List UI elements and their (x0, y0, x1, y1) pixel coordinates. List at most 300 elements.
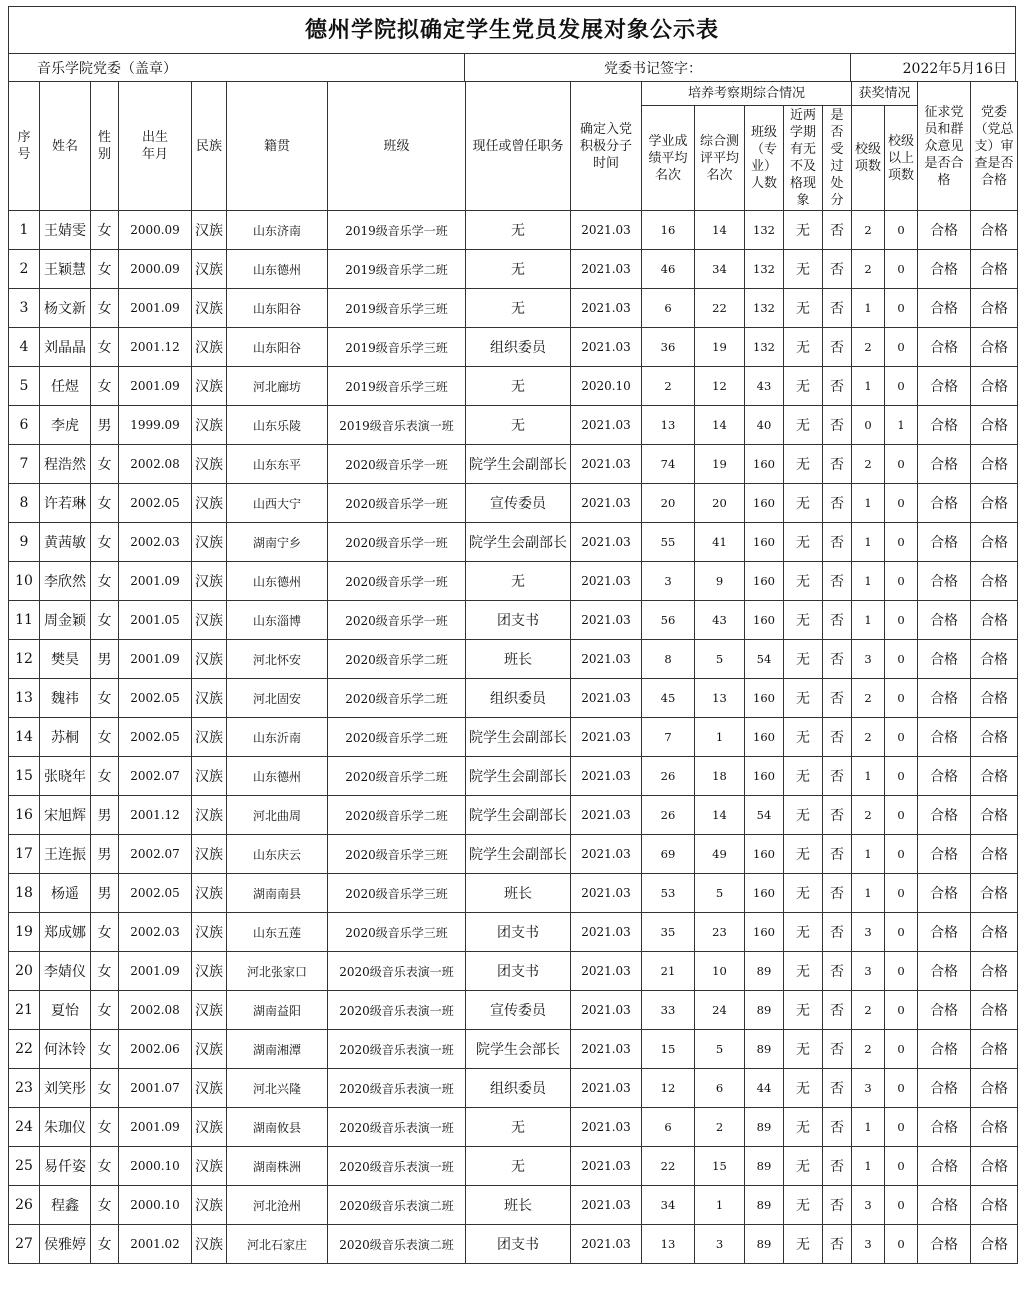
cell-ethnicity: 汉族 (192, 445, 227, 484)
cell-seq: 7 (9, 445, 40, 484)
cell-class-size: 160 (745, 484, 784, 523)
cell-name: 程浩然 (40, 445, 91, 484)
cell-fail-record: 无 (784, 562, 823, 601)
cell-name: 樊昊 (40, 640, 91, 679)
table-row (9, 757, 1018, 796)
cell-class-size: 89 (745, 1108, 784, 1147)
cell-fail-record: 无 (784, 1069, 823, 1108)
cell-punished: 否 (823, 601, 852, 640)
cell-school-awards: 2 (852, 796, 885, 835)
cell-fail-record: 无 (784, 874, 823, 913)
cell-punished: 否 (823, 913, 852, 952)
cell-fail-record: 无 (784, 991, 823, 1030)
cell-class: 2020级音乐学一班 (328, 601, 466, 640)
table-row (9, 523, 1018, 562)
cell-origin: 山东德州 (227, 757, 328, 796)
header-seq: 序号 (9, 82, 40, 211)
cell-activist-time: 2021.03 (571, 445, 642, 484)
cell-school-awards: 2 (852, 250, 885, 289)
cell-overall-rank: 5 (695, 640, 745, 679)
header-awards-group: 获奖情况 (852, 82, 918, 106)
header-training-group: 培养考察期综合情况 (642, 82, 852, 106)
cell-position: 无 (466, 1147, 571, 1186)
cell-opinion: 合格 (918, 757, 971, 796)
cell-class-size: 89 (745, 1186, 784, 1225)
cell-ethnicity: 汉族 (192, 991, 227, 1030)
cell-birth: 2002.08 (119, 991, 192, 1030)
cell-name: 李虎 (40, 406, 91, 445)
cell-punished: 否 (823, 367, 852, 406)
cell-activist-time: 2021.03 (571, 757, 642, 796)
cell-origin: 河北石家庄 (227, 1225, 328, 1264)
cell-gender: 女 (91, 601, 119, 640)
cell-class: 2020级音乐表演二班 (328, 1186, 466, 1225)
cell-position: 团支书 (466, 952, 571, 991)
cell-name: 张晓年 (40, 757, 91, 796)
cell-birth: 2002.08 (119, 445, 192, 484)
cell-punished: 否 (823, 1225, 852, 1264)
cell-ethnicity: 汉族 (192, 1186, 227, 1225)
table-row (9, 679, 1018, 718)
cell-overall-rank: 6 (695, 1069, 745, 1108)
cell-origin: 山东庆云 (227, 835, 328, 874)
cell-gender: 女 (91, 913, 119, 952)
cell-overall-rank: 14 (695, 406, 745, 445)
cell-class: 2020级音乐学三班 (328, 913, 466, 952)
cell-birth: 2001.12 (119, 328, 192, 367)
cell-above-school-awards: 0 (885, 1147, 918, 1186)
cell-name: 黄茜敏 (40, 523, 91, 562)
table-row (9, 835, 1018, 874)
cell-opinion: 合格 (918, 211, 971, 250)
cell-activist-time: 2021.03 (571, 484, 642, 523)
cell-punished: 否 (823, 757, 852, 796)
cell-academic-rank: 8 (642, 640, 695, 679)
cell-class-size: 160 (745, 718, 784, 757)
cell-gender: 女 (91, 1069, 119, 1108)
cell-gender: 女 (91, 445, 119, 484)
cell-school-awards: 1 (852, 835, 885, 874)
cell-ethnicity: 汉族 (192, 562, 227, 601)
cell-name: 王连振 (40, 835, 91, 874)
cell-overall-rank: 49 (695, 835, 745, 874)
cell-origin: 湖南益阳 (227, 991, 328, 1030)
cell-birth: 2000.09 (119, 211, 192, 250)
cell-origin: 湖南株洲 (227, 1147, 328, 1186)
cell-class-size: 160 (745, 913, 784, 952)
cell-opinion: 合格 (918, 250, 971, 289)
cell-fail-record: 无 (784, 1147, 823, 1186)
cell-gender: 男 (91, 406, 119, 445)
cell-position: 组织委员 (466, 328, 571, 367)
table-row (9, 250, 1018, 289)
header-ethnicity: 民族 (192, 82, 227, 211)
cell-academic-rank: 33 (642, 991, 695, 1030)
cell-ethnicity: 汉族 (192, 1225, 227, 1264)
cell-class: 2019级音乐学三班 (328, 328, 466, 367)
header-opinion: 征求党员和群众意见是否合格 (918, 82, 971, 211)
cell-ethnicity: 汉族 (192, 835, 227, 874)
cell-class: 2020级音乐学一班 (328, 523, 466, 562)
cell-above-school-awards: 0 (885, 640, 918, 679)
cell-overall-rank: 3 (695, 1225, 745, 1264)
cell-position: 无 (466, 1108, 571, 1147)
cell-name: 李婧仪 (40, 952, 91, 991)
cell-position: 无 (466, 211, 571, 250)
cell-position: 院学生会副部长 (466, 835, 571, 874)
cell-punished: 否 (823, 1147, 852, 1186)
cell-gender: 女 (91, 562, 119, 601)
cell-academic-rank: 16 (642, 211, 695, 250)
cell-position: 无 (466, 367, 571, 406)
cell-name: 周金颖 (40, 601, 91, 640)
cell-birth: 2001.09 (119, 640, 192, 679)
cell-review: 合格 (971, 601, 1018, 640)
meta-row (8, 53, 1016, 81)
cell-above-school-awards: 0 (885, 562, 918, 601)
cell-overall-rank: 15 (695, 1147, 745, 1186)
cell-above-school-awards: 0 (885, 913, 918, 952)
cell-origin: 山东德州 (227, 250, 328, 289)
cell-class-size: 54 (745, 796, 784, 835)
cell-opinion: 合格 (918, 1108, 971, 1147)
cell-academic-rank: 26 (642, 796, 695, 835)
cell-academic-rank: 12 (642, 1069, 695, 1108)
cell-class-size: 89 (745, 1030, 784, 1069)
cell-class-size: 160 (745, 835, 784, 874)
cell-name: 刘晶晶 (40, 328, 91, 367)
cell-opinion: 合格 (918, 289, 971, 328)
cell-above-school-awards: 1 (885, 406, 918, 445)
cell-punished: 否 (823, 679, 852, 718)
cell-birth: 2001.09 (119, 289, 192, 328)
cell-gender: 女 (91, 289, 119, 328)
cell-activist-time: 2021.03 (571, 1030, 642, 1069)
cell-overall-rank: 1 (695, 718, 745, 757)
table-row (9, 1030, 1018, 1069)
cell-opinion: 合格 (918, 445, 971, 484)
cell-gender: 女 (91, 1186, 119, 1225)
cell-class: 2020级音乐表演二班 (328, 1225, 466, 1264)
cell-punished: 否 (823, 445, 852, 484)
cell-birth: 2001.05 (119, 601, 192, 640)
cell-birth: 2000.10 (119, 1186, 192, 1225)
cell-seq: 26 (9, 1186, 40, 1225)
cell-origin: 山东沂南 (227, 718, 328, 757)
cell-above-school-awards: 0 (885, 289, 918, 328)
cell-position: 无 (466, 289, 571, 328)
cell-academic-rank: 46 (642, 250, 695, 289)
cell-above-school-awards: 0 (885, 523, 918, 562)
cell-ethnicity: 汉族 (192, 289, 227, 328)
cell-position: 班长 (466, 874, 571, 913)
cell-position: 班长 (466, 1186, 571, 1225)
table-body (9, 211, 1018, 1264)
cell-review: 合格 (971, 289, 1018, 328)
cell-seq: 25 (9, 1147, 40, 1186)
cell-fail-record: 无 (784, 1108, 823, 1147)
cell-fail-record: 无 (784, 913, 823, 952)
cell-punished: 否 (823, 718, 852, 757)
cell-school-awards: 2 (852, 679, 885, 718)
cell-name: 郑成娜 (40, 913, 91, 952)
cell-gender: 女 (91, 1108, 119, 1147)
cell-origin: 山东乐陵 (227, 406, 328, 445)
cell-ethnicity: 汉族 (192, 913, 227, 952)
cell-overall-rank: 1 (695, 1186, 745, 1225)
cell-activist-time: 2021.03 (571, 835, 642, 874)
cell-name: 任煜 (40, 367, 91, 406)
cell-position: 班长 (466, 640, 571, 679)
cell-punished: 否 (823, 1186, 852, 1225)
cell-fail-record: 无 (784, 835, 823, 874)
cell-activist-time: 2021.03 (571, 1108, 642, 1147)
header-position: 现任或曾任职务 (466, 82, 571, 211)
cell-birth: 2001.02 (119, 1225, 192, 1264)
cell-school-awards: 1 (852, 601, 885, 640)
table-row (9, 445, 1018, 484)
header-activist-time: 确定入党积极分子时间 (571, 82, 642, 211)
cell-name: 杨文新 (40, 289, 91, 328)
cell-gender: 女 (91, 991, 119, 1030)
cell-review: 合格 (971, 445, 1018, 484)
cell-class-size: 54 (745, 640, 784, 679)
cell-origin: 山东阳谷 (227, 289, 328, 328)
cell-ethnicity: 汉族 (192, 1108, 227, 1147)
cell-class-size: 89 (745, 991, 784, 1030)
cell-opinion: 合格 (918, 952, 971, 991)
cell-class: 2019级音乐表演一班 (328, 406, 466, 445)
cell-seq: 10 (9, 562, 40, 601)
table-row (9, 991, 1018, 1030)
cell-review: 合格 (971, 718, 1018, 757)
cell-above-school-awards: 0 (885, 835, 918, 874)
cell-punished: 否 (823, 1030, 852, 1069)
org-seal-label: 音乐学院党委（盖章） (9, 54, 465, 81)
cell-class: 2020级音乐学三班 (328, 874, 466, 913)
cell-school-awards: 0 (852, 406, 885, 445)
cell-seq: 6 (9, 406, 40, 445)
header-origin: 籍贯 (227, 82, 328, 211)
cell-seq: 27 (9, 1225, 40, 1264)
cell-fail-record: 无 (784, 601, 823, 640)
cell-academic-rank: 55 (642, 523, 695, 562)
cell-academic-rank: 2 (642, 367, 695, 406)
cell-birth: 2001.09 (119, 562, 192, 601)
cell-position: 院学生会副部长 (466, 445, 571, 484)
cell-overall-rank: 20 (695, 484, 745, 523)
cell-class-size: 160 (745, 679, 784, 718)
cell-above-school-awards: 0 (885, 601, 918, 640)
cell-review: 合格 (971, 1147, 1018, 1186)
cell-academic-rank: 3 (642, 562, 695, 601)
cell-birth: 2001.09 (119, 367, 192, 406)
cell-review: 合格 (971, 1108, 1018, 1147)
cell-origin: 河北怀安 (227, 640, 328, 679)
cell-origin: 山东阳谷 (227, 328, 328, 367)
cell-birth: 2002.05 (119, 874, 192, 913)
cell-opinion: 合格 (918, 562, 971, 601)
cell-origin: 河北曲周 (227, 796, 328, 835)
cell-class: 2020级音乐表演一班 (328, 1147, 466, 1186)
cell-class-size: 89 (745, 1147, 784, 1186)
cell-opinion: 合格 (918, 1030, 971, 1069)
cell-opinion: 合格 (918, 1225, 971, 1264)
candidates-table (8, 81, 1018, 1264)
cell-gender: 男 (91, 640, 119, 679)
cell-gender: 女 (91, 211, 119, 250)
header-class-size: 班级（专业）人数 (745, 106, 784, 211)
cell-class-size: 43 (745, 367, 784, 406)
cell-birth: 2001.07 (119, 1069, 192, 1108)
cell-seq: 11 (9, 601, 40, 640)
cell-overall-rank: 5 (695, 1030, 745, 1069)
cell-review: 合格 (971, 250, 1018, 289)
cell-name: 许若琳 (40, 484, 91, 523)
cell-origin: 山东东平 (227, 445, 328, 484)
cell-birth: 2002.05 (119, 718, 192, 757)
cell-origin: 湖南攸县 (227, 1108, 328, 1147)
cell-school-awards: 1 (852, 367, 885, 406)
cell-academic-rank: 74 (642, 445, 695, 484)
cell-school-awards: 1 (852, 562, 885, 601)
cell-seq: 9 (9, 523, 40, 562)
cell-gender: 女 (91, 1030, 119, 1069)
cell-name: 魏祎 (40, 679, 91, 718)
header-class: 班级 (328, 82, 466, 211)
header-overall-rank: 综合测评平均名次 (695, 106, 745, 211)
cell-class-size: 160 (745, 874, 784, 913)
cell-overall-rank: 34 (695, 250, 745, 289)
cell-review: 合格 (971, 1225, 1018, 1264)
cell-ethnicity: 汉族 (192, 874, 227, 913)
cell-seq: 23 (9, 1069, 40, 1108)
cell-origin: 湖南宁乡 (227, 523, 328, 562)
table-row (9, 1108, 1018, 1147)
cell-class-size: 160 (745, 445, 784, 484)
cell-ethnicity: 汉族 (192, 406, 227, 445)
cell-activist-time: 2020.10 (571, 367, 642, 406)
cell-activist-time: 2021.03 (571, 1147, 642, 1186)
cell-review: 合格 (971, 991, 1018, 1030)
cell-position: 无 (466, 406, 571, 445)
cell-activist-time: 2021.03 (571, 562, 642, 601)
cell-school-awards: 1 (852, 1108, 885, 1147)
cell-fail-record: 无 (784, 289, 823, 328)
cell-above-school-awards: 0 (885, 718, 918, 757)
cell-fail-record: 无 (784, 250, 823, 289)
cell-opinion: 合格 (918, 601, 971, 640)
cell-class-size: 132 (745, 328, 784, 367)
cell-class: 2020级音乐表演一班 (328, 1069, 466, 1108)
cell-class: 2020级音乐学二班 (328, 640, 466, 679)
cell-academic-rank: 21 (642, 952, 695, 991)
cell-position: 无 (466, 250, 571, 289)
cell-activist-time: 2021.03 (571, 640, 642, 679)
cell-class: 2020级音乐学一班 (328, 562, 466, 601)
cell-academic-rank: 6 (642, 1108, 695, 1147)
header-review: 党委（党总支）审查是否合格 (971, 82, 1018, 211)
cell-opinion: 合格 (918, 1186, 971, 1225)
cell-academic-rank: 15 (642, 1030, 695, 1069)
cell-class: 2020级音乐学二班 (328, 718, 466, 757)
cell-fail-record: 无 (784, 523, 823, 562)
header-name: 姓名 (40, 82, 91, 211)
cell-fail-record: 无 (784, 1030, 823, 1069)
cell-class: 2020级音乐学二班 (328, 796, 466, 835)
cell-school-awards: 2 (852, 211, 885, 250)
cell-review: 合格 (971, 1186, 1018, 1225)
cell-seq: 20 (9, 952, 40, 991)
cell-academic-rank: 7 (642, 718, 695, 757)
table-row (9, 640, 1018, 679)
cell-academic-rank: 45 (642, 679, 695, 718)
cell-punished: 否 (823, 640, 852, 679)
header-academic-rank: 学业成绩平均名次 (642, 106, 695, 211)
cell-activist-time: 2021.03 (571, 796, 642, 835)
sheet-title: 德州学院拟确定学生党员发展对象公示表 (8, 6, 1016, 53)
cell-activist-time: 2021.03 (571, 250, 642, 289)
header-punished: 是否受过处分 (823, 106, 852, 211)
cell-activist-time: 2021.03 (571, 679, 642, 718)
cell-birth: 2001.09 (119, 952, 192, 991)
cell-class-size: 160 (745, 523, 784, 562)
cell-birth: 2002.03 (119, 913, 192, 952)
cell-seq: 16 (9, 796, 40, 835)
cell-above-school-awards: 0 (885, 679, 918, 718)
cell-seq: 1 (9, 211, 40, 250)
cell-ethnicity: 汉族 (192, 523, 227, 562)
cell-overall-rank: 18 (695, 757, 745, 796)
cell-gender: 女 (91, 679, 119, 718)
table-row (9, 211, 1018, 250)
cell-birth: 2002.06 (119, 1030, 192, 1069)
cell-seq: 2 (9, 250, 40, 289)
cell-school-awards: 3 (852, 913, 885, 952)
table-row (9, 1147, 1018, 1186)
cell-overall-rank: 12 (695, 367, 745, 406)
cell-class: 2020级音乐学一班 (328, 484, 466, 523)
cell-review: 合格 (971, 523, 1018, 562)
cell-punished: 否 (823, 250, 852, 289)
cell-above-school-awards: 0 (885, 796, 918, 835)
cell-overall-rank: 43 (695, 601, 745, 640)
cell-academic-rank: 56 (642, 601, 695, 640)
table-row (9, 562, 1018, 601)
cell-punished: 否 (823, 835, 852, 874)
cell-class: 2019级音乐学三班 (328, 367, 466, 406)
cell-punished: 否 (823, 211, 852, 250)
cell-gender: 女 (91, 523, 119, 562)
cell-ethnicity: 汉族 (192, 1030, 227, 1069)
cell-school-awards: 1 (852, 874, 885, 913)
cell-class-size: 132 (745, 211, 784, 250)
table-row (9, 1186, 1018, 1225)
cell-above-school-awards: 0 (885, 991, 918, 1030)
cell-class-size: 160 (745, 757, 784, 796)
cell-seq: 21 (9, 991, 40, 1030)
cell-school-awards: 2 (852, 445, 885, 484)
cell-academic-rank: 26 (642, 757, 695, 796)
cell-birth: 2000.09 (119, 250, 192, 289)
cell-activist-time: 2021.03 (571, 406, 642, 445)
cell-gender: 女 (91, 718, 119, 757)
cell-ethnicity: 汉族 (192, 952, 227, 991)
cell-school-awards: 2 (852, 718, 885, 757)
table-row (9, 328, 1018, 367)
table-row (9, 796, 1018, 835)
cell-origin: 湖南南县 (227, 874, 328, 913)
